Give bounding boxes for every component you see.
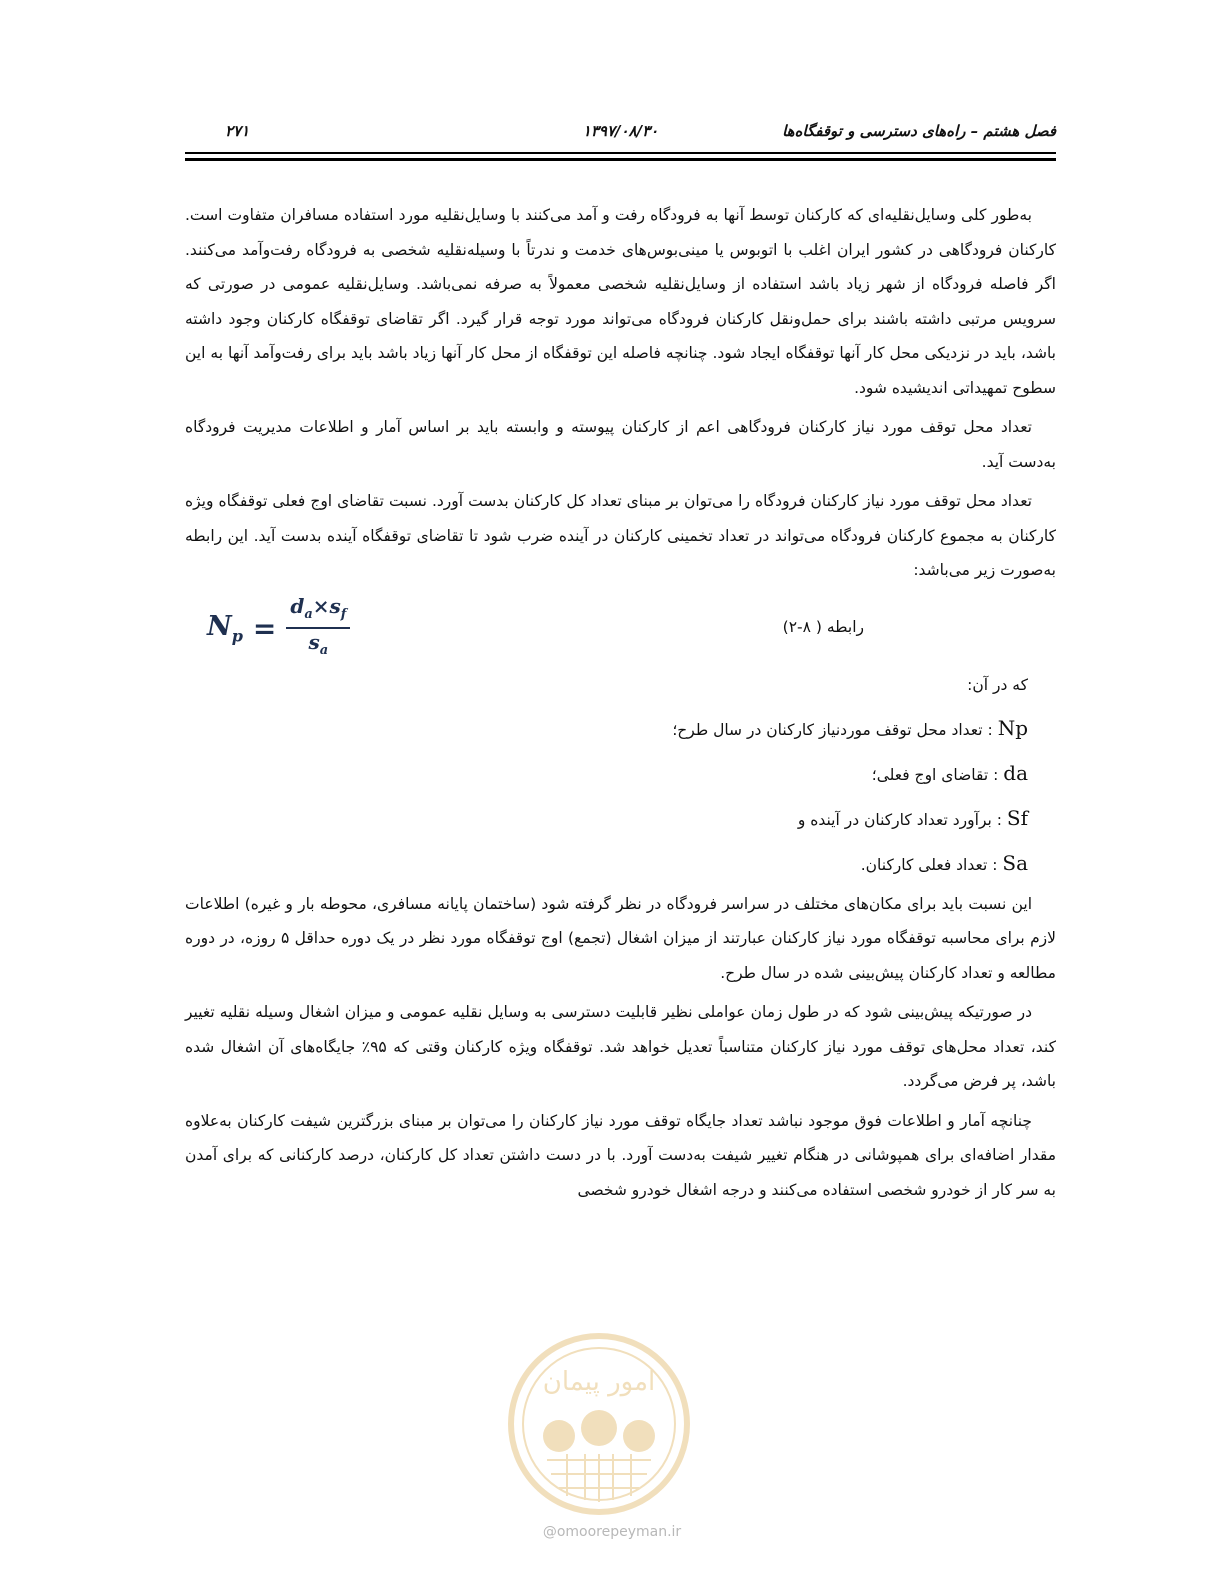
formula-fraction — [286, 594, 350, 664]
header-rule-thick — [185, 158, 1056, 161]
formula-row — [185, 594, 1056, 660]
definitions-intro: که در آن: — [967, 675, 1028, 694]
watermark-url: @omoorepeyman.ir — [542, 1524, 682, 1540]
paragraph: در صورتیکه پیش‌بینی شود که در طول زمان عواملی نظیر قابلیت دسترسی به وسایل نقلیه عمومی و میزان اشغال وسیله نقلیه تغییر کند، تعداد محل‌های توقف مورد نیاز کارکنان متناسباً تعدیل خواهد شد. توقفگاه ویژه کارکنان وقتی که ۹۵٪ جایگاه‌های آن اشغال شده باشد، پر فرض می‌گردد. — [185, 1003, 1056, 1090]
svg-text:امور پیمان: امور پیمان — [542, 1367, 656, 1397]
main-content — [185, 198, 1056, 1212]
variable-definitions — [185, 664, 1028, 887]
paragraph: تعداد محل توقف مورد نیاز کارکنان فرودگاه را می‌توان بر مبنای تعداد کل کارکنان بدست آورد. نسبت تقاضای اوج فعلی توقفگاه ویژه کارکنان به مجموع کارکنان فرودگاه می‌تواند در تعداد تخمینی کارکنان در آینده ضرب شود تا تقاضای توقفگاه آینده بدست آید. این رابطه به‌صورت زیر می‌باشد: — [185, 492, 1056, 579]
header-date: ۱۳۹۷/۰۸/۳۰ — [582, 122, 659, 140]
formula-numerator: $d_a\times s_f$ — [286, 594, 350, 629]
paragraph: این نسبت باید برای مکان‌های مختلف در سراسر فرودگاه در نظر گرفته شود (ساختمان پایانه مسافری، محوطه بار و غیره) اطلاعات لازم برای محاسبه توقفگاه مورد نیاز کارکنان عبارتند از میزان اشغال (تجمع) اوج توقفگاه مورد نظر در یک دوره حداقل ۵ روزه، در دوره مطالعه و تعداد کارکنان پیش‌بینی شده در سال طرح. — [185, 894, 1056, 982]
paragraph: چنانچه آمار و اطلاعات فوق موجود نباشد تعداد جایگاه توقف مورد نیاز کارکنان را می‌توان بر مبنای بزرگترین شیفت کارکنان به‌علاوه مقدار اضافه‌ای برای همپوشانی در هنگام تغییر شیفت به‌دست آورد. با در دست داشتن تعداد کل کارکنان، درصد کارکنانی که برای آمدن به سر کار از خودرو شخصی استفاده می‌کنند و درجه اشغال خودرو شخصی — [185, 1111, 1056, 1199]
page-number: ۲۷۱ — [225, 122, 250, 140]
header-rule-thin — [185, 152, 1056, 154]
formula-label: رابطه ( ۸-۲) — [782, 617, 864, 636]
chapter-title: فصل هشتم – راه‌های دسترسی و توقفگاه‌ها — [782, 122, 1056, 140]
watermark-logo-icon — [507, 1332, 691, 1516]
formula-equals: = — [252, 612, 277, 645]
definition-sf: Sf : برآورد تعداد کارکنان در آینده و — [797, 805, 1028, 830]
paragraph: به‌طور کلی وسایل‌نقلیه‌ای که کارکنان توسط آنها به فرودگاه رفت و آمد می‌کنند با وسایل‌نقلیه مورد استفاده مسافران متفاوت است. کارکنان فرودگاهی در کشور ایران اغلب با اتوبوس یا مینی‌بوس‌های خدمت و ندرتاً با وسیله‌نقلیه شخصی به فرودگاه رفت‌وآمد می‌کنند. اگر فاصله فرودگاه از شهر زیاد باشد استفاده از وسایل‌نقلیه شخصی معمولاً به صرفه نمی‌باشد. وسایل‌نقلیه عمومی در صورتی که سرویس مرتبی داشته باشند برای حمل‌ونقل کارکنان فرودگاه می‌تواند مورد توجه قرار گیرد. اگر تقاضای توقفگاه کارکنان وجود داشته باشد، باید در نزدیکی محل کار آنها توقفگاه ایجاد شود. چنانچه فاصله این توقفگاه از محل کار آنها زیاد باشد باید برای رفت‌وآمد آنها به این سطوح تمهیداتی اندیشیده شود. — [185, 206, 1056, 397]
paragraph: تعداد محل توقف مورد نیاز کارکنان فرودگاهی اعم از کارکنان پیوسته و وابسته باید بر اساس آمار و اطلاعات مدیریت فرودگاه به‌دست آید. — [185, 418, 1056, 471]
formula-lhs: $N_p$ — [207, 611, 243, 646]
formula-denominator: $s_a$ — [308, 629, 329, 658]
definition-sa: Sa : تعداد فعلی کارکنان. — [860, 850, 1028, 875]
parking-formula — [207, 594, 350, 664]
definition-da: da : تقاضای اوج فعلی؛ — [871, 760, 1028, 785]
definition-np: Np : تعداد محل توقف موردنیاز کارکنان در سال طرح؛ — [672, 715, 1028, 740]
